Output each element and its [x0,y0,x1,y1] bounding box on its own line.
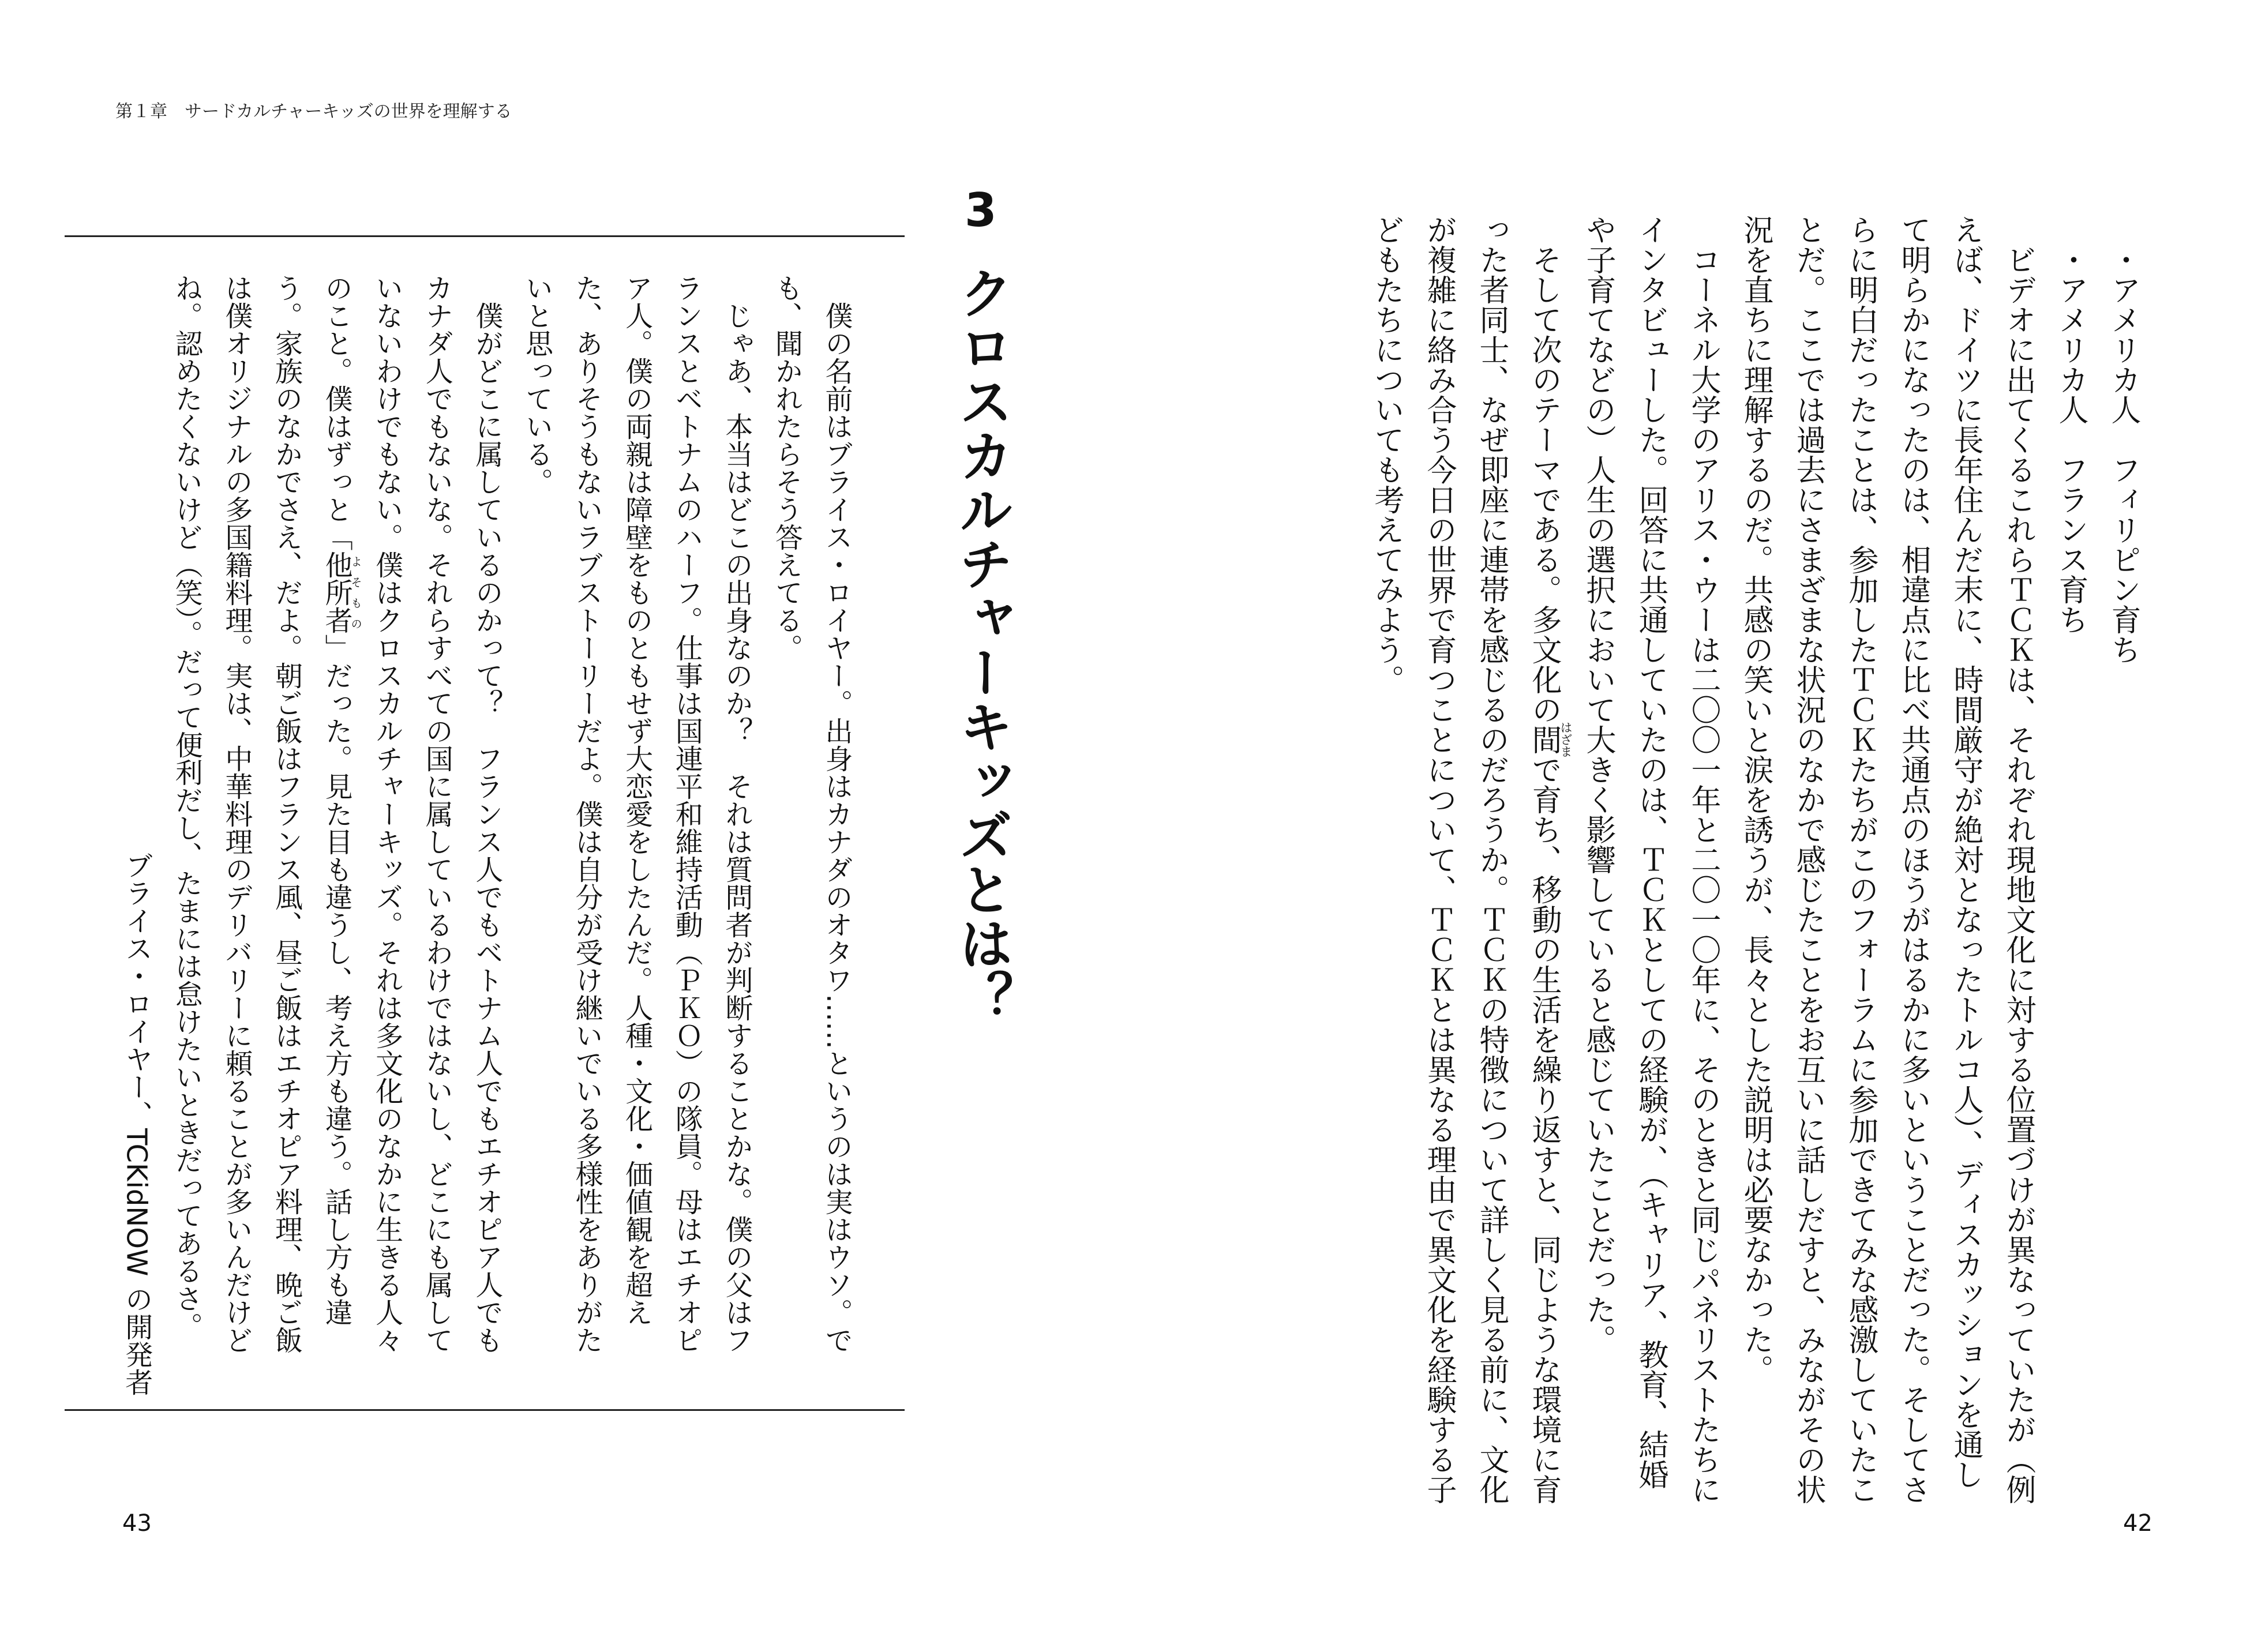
text-line [1517,215,1572,1504]
text-segment: とだ。ここでは過去にさまざまな状況のなかで感じたことをお互いに話しだすと、みながその状 [1791,215,1825,1504]
text-line [1992,215,2044,1504]
text-line [211,274,261,1396]
text-line [462,274,512,1396]
text-segment: ブライス・ロイヤー、TCKidNOW の開発者 [120,851,153,1396]
text-line [1412,215,1465,1504]
text-line [1624,215,1677,1489]
text-segment: った者同士、なぜ即座に連帯を感じるのだろうか。ＴＣＫの特徴について詳しく見る前に、文化 [1474,215,1509,1504]
text-line [362,274,412,1396]
signature-line [111,274,162,1396]
ruby-word: 他所者よそもの [320,551,363,634]
text-segment: いないわけでもない。僕はクロスカルチャーキッズ。それは多文化のなかに生きる人々 [370,274,403,1354]
ruby-reading: よそもの [349,551,363,634]
text-line [1729,215,1782,1426]
text-segment: や子育てなどの）人生の選択において大きく影響していると感じていたことだった。 [1581,215,1615,1354]
text-line [1939,215,1992,1489]
profile-box-text [111,274,861,1396]
text-line [1677,215,1729,1504]
text-segment: のこと。僕はずっと「 [320,274,353,551]
text-segment: ア人。僕の両親は障壁をものともせず大恋愛をしたんだ。人種・文化・価値観を超え [620,274,653,1326]
text-segment: ね。認めたくないけど（笑）。だって便利だし、たまには怠けたいときだってあるさ。 [170,274,203,1340]
text-line [1834,215,1887,1504]
text-segment: ビデオに出てくるこれらＴＣＫは、それぞれ現地文化に対する位置づけが異なっていたが（例 [2001,245,2035,1504]
text-line [762,274,812,1396]
page-number-right: 42 [2123,1510,2152,1537]
ruby-reading: はざま [1558,721,1572,758]
text-line [662,274,712,1396]
text-segment: じゃあ、本当はどこの出身なのか？ それは質問者が判断することかな。僕の父はフ [720,302,753,1354]
text-segment: カナダ人でもないな。それらすべての国に属しているわけではないし、どこにも属して [421,274,453,1354]
running-head: 第１章 サードカルチャーキッズの世界を理解する [115,102,512,122]
text-segment: インタビューした。回答に共通していたのは、ＴＣＫとしての経験が、（キャリア、教育、結婚 [1633,215,1668,1489]
text-line [612,274,662,1396]
text-line [561,274,612,1396]
box-bottom-rule [65,1409,905,1411]
text-segment: 僕の名前はブライス・ロイヤー。出身はカナダのオタワ……というのは実はウソ。で [820,302,853,1354]
text-segment: で育ち、移動の生活を繰り返すと、同じような環境に育 [1527,754,1561,1504]
text-line [811,274,861,1396]
text-line [2044,215,2097,1426]
section-title: クロスカルチャーキッズとは？ [950,265,1012,1024]
ruby-word: 間はざま [1527,721,1572,758]
text-line [711,274,762,1396]
text-segment: らに明白だったことは、参加したＴＣＫたちがこのフォーラムに参加できてみな感激していたこ [1843,215,1878,1504]
text-segment: う。家族のなかでさえ、だよ。朝ご飯はフランス風、昼ご飯はエチオピア料理、晩ご飯 [270,274,303,1354]
text-segment: て明らかになったのは、相違点に比べ共通点のほうがはるかに多いということだった。そしてさ [1896,215,1930,1504]
text-line [261,274,312,1396]
text-segment: そして次のテーマである。多文化の [1527,245,1561,724]
text-line [1465,215,1517,1504]
section-number: 3 [965,183,997,237]
text-segment: は僕オリジナルの多国籍料理。実は、中華料理のデリバリーに頼ることが多いんだけど [220,274,253,1354]
text-segment: えば、ドイツに長年住んだ末に、時間厳守が絶対となったトルコ人）、ディスカッションを通し [1948,215,1983,1489]
text-segment: も、聞かれたらそう答えてる。 [770,274,803,662]
text-line [1360,215,1412,1426]
text-line [311,274,362,1396]
text-line [1887,215,1939,1504]
text-segment: ・アメリカ人 フィリピン育ち [2106,245,2140,664]
text-segment: が複雑に絡み合う今日の世界で育つことについて、ＴＣＫとは異なる理由で異文化を経験する子 [1422,215,1456,1504]
text-segment: 」だった。見た目も違うし、考え方も違う。話し方も違 [320,634,353,1326]
box-top-rule [65,235,905,237]
text-line [1572,215,1624,1426]
body-text [1362,215,2149,1504]
text-line [1782,215,1834,1504]
text-segment: ・アメリカ人 フランス育ち [2053,245,2088,634]
text-segment: コーネル大学のアリス・ウーは二〇〇一年と二〇一〇年に、そのときと同じパネリストたちに [1686,245,1720,1504]
text-line [2097,215,2149,1426]
text-line [412,274,462,1396]
text-line [162,274,212,1396]
text-segment: 況を直ちに理解するのだ。共感の笑いと涙を誘うが、長々とした説明は必要なかった。 [1738,215,1773,1384]
text-segment: いと思っている。 [520,274,553,495]
text-segment: た、ありそうもないラブストーリーだよ。僕は自分が受け継いでいる多様性をありがた [571,274,603,1354]
text-segment: 僕がどこに属しているのかって？ フランス人でもベトナム人でもエチオピア人でも [470,302,503,1354]
text-line [512,274,562,1396]
text-segment: ランスとベトナムのハーフ。仕事は国連平和維持活動（ＰＫＯ）の隊員。母はエチオピ [670,274,703,1354]
page-number-left: 43 [122,1510,152,1537]
text-segment: どもたちについても考えてみよう。 [1369,215,1404,694]
